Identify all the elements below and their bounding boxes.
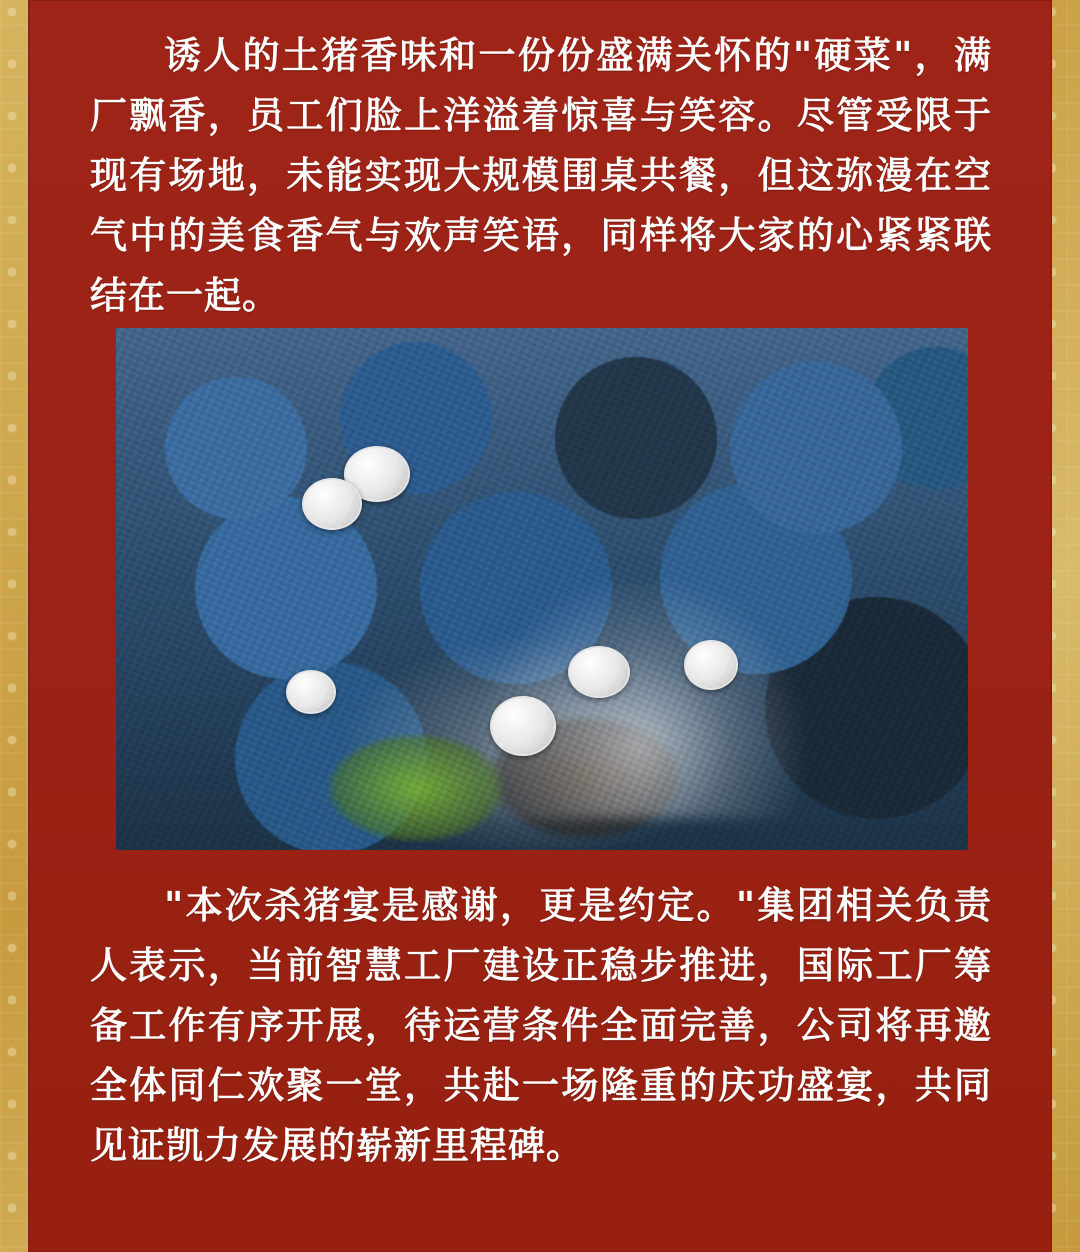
article-paragraph-2: "本次杀猪宴是感谢，更是约定。"集团相关负责人表示，当前智慧工厂建设正稳步推进，国际工厂筹备工作有序开展，待运营条件全面完善，公司将再邀全体同仁欢聚一堂，共赴一场隆重的庆功盛宴，共同见证凯力发展的崭新里程碑。 — [90, 884, 992, 1167]
content-panel — [28, 0, 1052, 1252]
article-photo — [116, 328, 968, 850]
photo-texture — [116, 328, 968, 850]
article-paragraph-1: 诱人的土猪香味和一份份盛满关怀的"硬菜"，满厂飘香，员工们脸上洋溢着惊喜与笑容。尽管受限于现有场地，未能实现大规模围桌共餐，但这弥漫在空气中的美食香气与欢声笑语，同样将大家的心紧紧联结在一起。 — [90, 34, 992, 317]
